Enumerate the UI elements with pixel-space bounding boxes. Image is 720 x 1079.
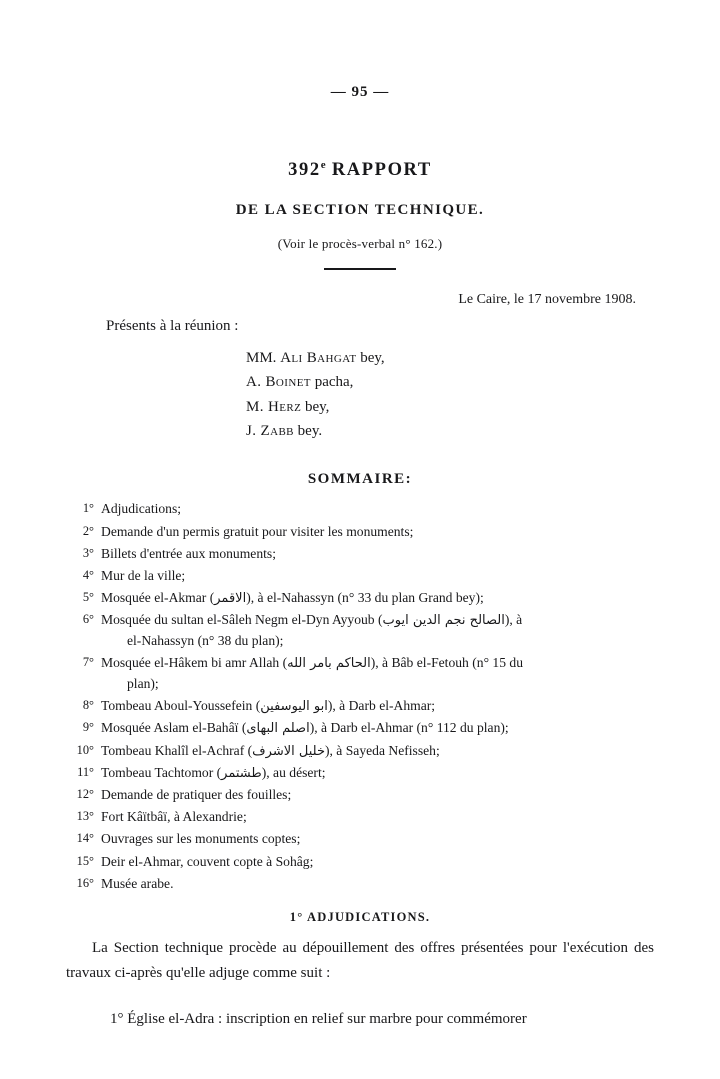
- item-text-post: ), à: [504, 612, 523, 628]
- item-text-post: ), à el-Nahassyn (n° 33 du plan Grand bey);: [246, 589, 484, 605]
- item-text: Demande d'un permis gratuit pour visiter les monuments;: [101, 523, 414, 539]
- item-text: [101, 588, 654, 609]
- page-subtitle: DE LA SECTION TECHNIQUE.: [235, 202, 485, 219]
- arabic-text: خليل الاشرف: [252, 743, 325, 759]
- page-title: [66, 159, 654, 181]
- body-paragraph: 1° Église el-Adra : inscription en relief sur marbre pour commémorer: [110, 1010, 527, 1027]
- list-item: [66, 807, 654, 828]
- item-text: [101, 718, 654, 739]
- item-text-pre: Tombeau Tachtomor (: [101, 764, 222, 780]
- arabic-text: الصالح نجم الدين ايوب: [382, 613, 505, 629]
- title-block: [66, 159, 654, 270]
- attendance-label: Présents à la réunion :: [106, 318, 239, 335]
- divider: [324, 268, 396, 270]
- list-item: [66, 610, 654, 651]
- item-text-continuation: el-Nahassyn (n° 38 du plan);: [127, 632, 284, 648]
- attendee-name: Ali Bahgat: [280, 350, 357, 367]
- list-item: [246, 370, 654, 394]
- arabic-text: طشتمر: [221, 765, 262, 781]
- attendee-name: M. Herz: [246, 398, 302, 415]
- dateline: Le Caire, le 17 novembre 1908.: [458, 292, 636, 308]
- list-item: [246, 395, 654, 419]
- item-number: 13°: [76, 809, 94, 824]
- attendee-title: bey,: [356, 350, 385, 367]
- attendee-title: pacha,: [310, 374, 354, 391]
- arabic-text: اصلم البهاى: [246, 721, 310, 737]
- list-item: [66, 544, 654, 565]
- list-item: [66, 566, 654, 587]
- arabic-text: ابو اليوسفين: [260, 699, 328, 715]
- list-item: [66, 718, 654, 739]
- title-word: RAPPORT: [325, 160, 432, 181]
- item-number: 15°: [76, 853, 94, 868]
- item-text-continuation: plan);: [127, 675, 159, 691]
- item-text: Billets d'entrée aux monuments;: [101, 545, 276, 561]
- list-item: [66, 696, 654, 717]
- item-text: Deir el-Ahmar, couvent copte à Sohâg;: [101, 853, 314, 869]
- list-item: [66, 874, 654, 895]
- item-number: 5°: [82, 589, 94, 604]
- item-number: 7°: [82, 655, 94, 670]
- list-item: [66, 829, 654, 850]
- summary-heading: SOMMAIRE:: [307, 471, 413, 488]
- page-content: [0, 84, 720, 1031]
- item-text: Mur de la ville;: [101, 567, 186, 583]
- item-text-post: ), à Darb el-Ahmar (n° 112 du plan);: [309, 720, 509, 736]
- arabic-text: الاقمر: [214, 590, 247, 606]
- attendee-list: [66, 346, 654, 443]
- item-number: 2°: [82, 523, 94, 538]
- item-text-post: ), à Darb el-Ahmar;: [327, 698, 436, 714]
- item-text-pre: Mosquée el-Hâkem bi amr Allah (: [101, 655, 288, 671]
- item-text-pre: Mosquée Aslam el-Bahâï (: [101, 720, 247, 736]
- list-item: [66, 741, 654, 762]
- list-item: [66, 522, 654, 543]
- item-number: 8°: [82, 698, 94, 713]
- item-text: Adjudications;: [101, 501, 182, 517]
- list-item: [66, 785, 654, 806]
- attendee-title: bey,: [301, 398, 330, 415]
- list-item: [66, 499, 654, 520]
- item-number: 11°: [77, 764, 94, 779]
- item-number: 1°: [82, 501, 94, 516]
- attendee-prefix: MM.: [246, 350, 281, 367]
- item-text: Ouvrages sur les monuments coptes;: [101, 831, 301, 847]
- item-text: [101, 763, 654, 784]
- list-item: [66, 588, 654, 609]
- list-item: [66, 763, 654, 784]
- list-item: [66, 852, 654, 873]
- list-item: [66, 653, 654, 694]
- item-text-pre: Mosquée el-Akmar (: [101, 589, 215, 605]
- item-number: 16°: [76, 875, 94, 890]
- item-text-post: ), à Sayeda Nefisseh;: [324, 742, 440, 758]
- attendee-title: bey.: [293, 423, 323, 440]
- item-number: 9°: [82, 720, 94, 735]
- item-text: [101, 653, 654, 694]
- item-text-pre: Tombeau Khalîl el-Achraf (: [101, 742, 253, 758]
- arabic-text: الحاكم بامر الله: [287, 656, 371, 672]
- item-number: 14°: [76, 831, 94, 846]
- list-item: [246, 346, 654, 370]
- item-text: Demande de pratiquer des fouilles;: [101, 787, 292, 803]
- title-number: 392: [288, 160, 321, 181]
- minutes-reference: (Voir le procès-verbal n° 162.): [277, 236, 443, 252]
- summary-list: [66, 499, 654, 894]
- item-text: [101, 610, 654, 651]
- title-ordinal-suffix: e: [320, 159, 326, 171]
- item-text: Musée arabe.: [101, 875, 174, 891]
- item-number: 12°: [76, 787, 94, 802]
- body-paragraph: La Section technique procède au dépouillement des offres présentées pour l'exécution des travaux ci-après qu'elle adjuge comme suit :: [66, 940, 654, 981]
- section-heading: 1° ADJUDICATIONS.: [289, 910, 431, 925]
- item-number: 10°: [76, 742, 94, 757]
- list-item: [246, 419, 654, 443]
- item-text-post: ), à Bâb el-Fetouh (n° 15 du: [370, 655, 523, 671]
- item-text: [101, 741, 654, 762]
- page-number: — 95 —: [330, 84, 390, 100]
- item-text: [101, 696, 654, 717]
- attendee-name: A. Boinet: [246, 374, 311, 391]
- item-text: Fort Kâïtbâï, à Alexandrie;: [101, 809, 247, 825]
- item-number: 4°: [82, 567, 94, 582]
- attendee-name: J. Zabb: [246, 423, 294, 440]
- item-text-pre: Tombeau Aboul-Youssefein (: [101, 698, 261, 714]
- item-number: 3°: [82, 545, 94, 560]
- item-text-post: ), au désert;: [261, 764, 326, 780]
- item-number: 6°: [82, 612, 94, 627]
- item-text-pre: Mosquée du sultan el-Sâleh Negm el-Dyn Ayyoub (: [101, 612, 383, 628]
